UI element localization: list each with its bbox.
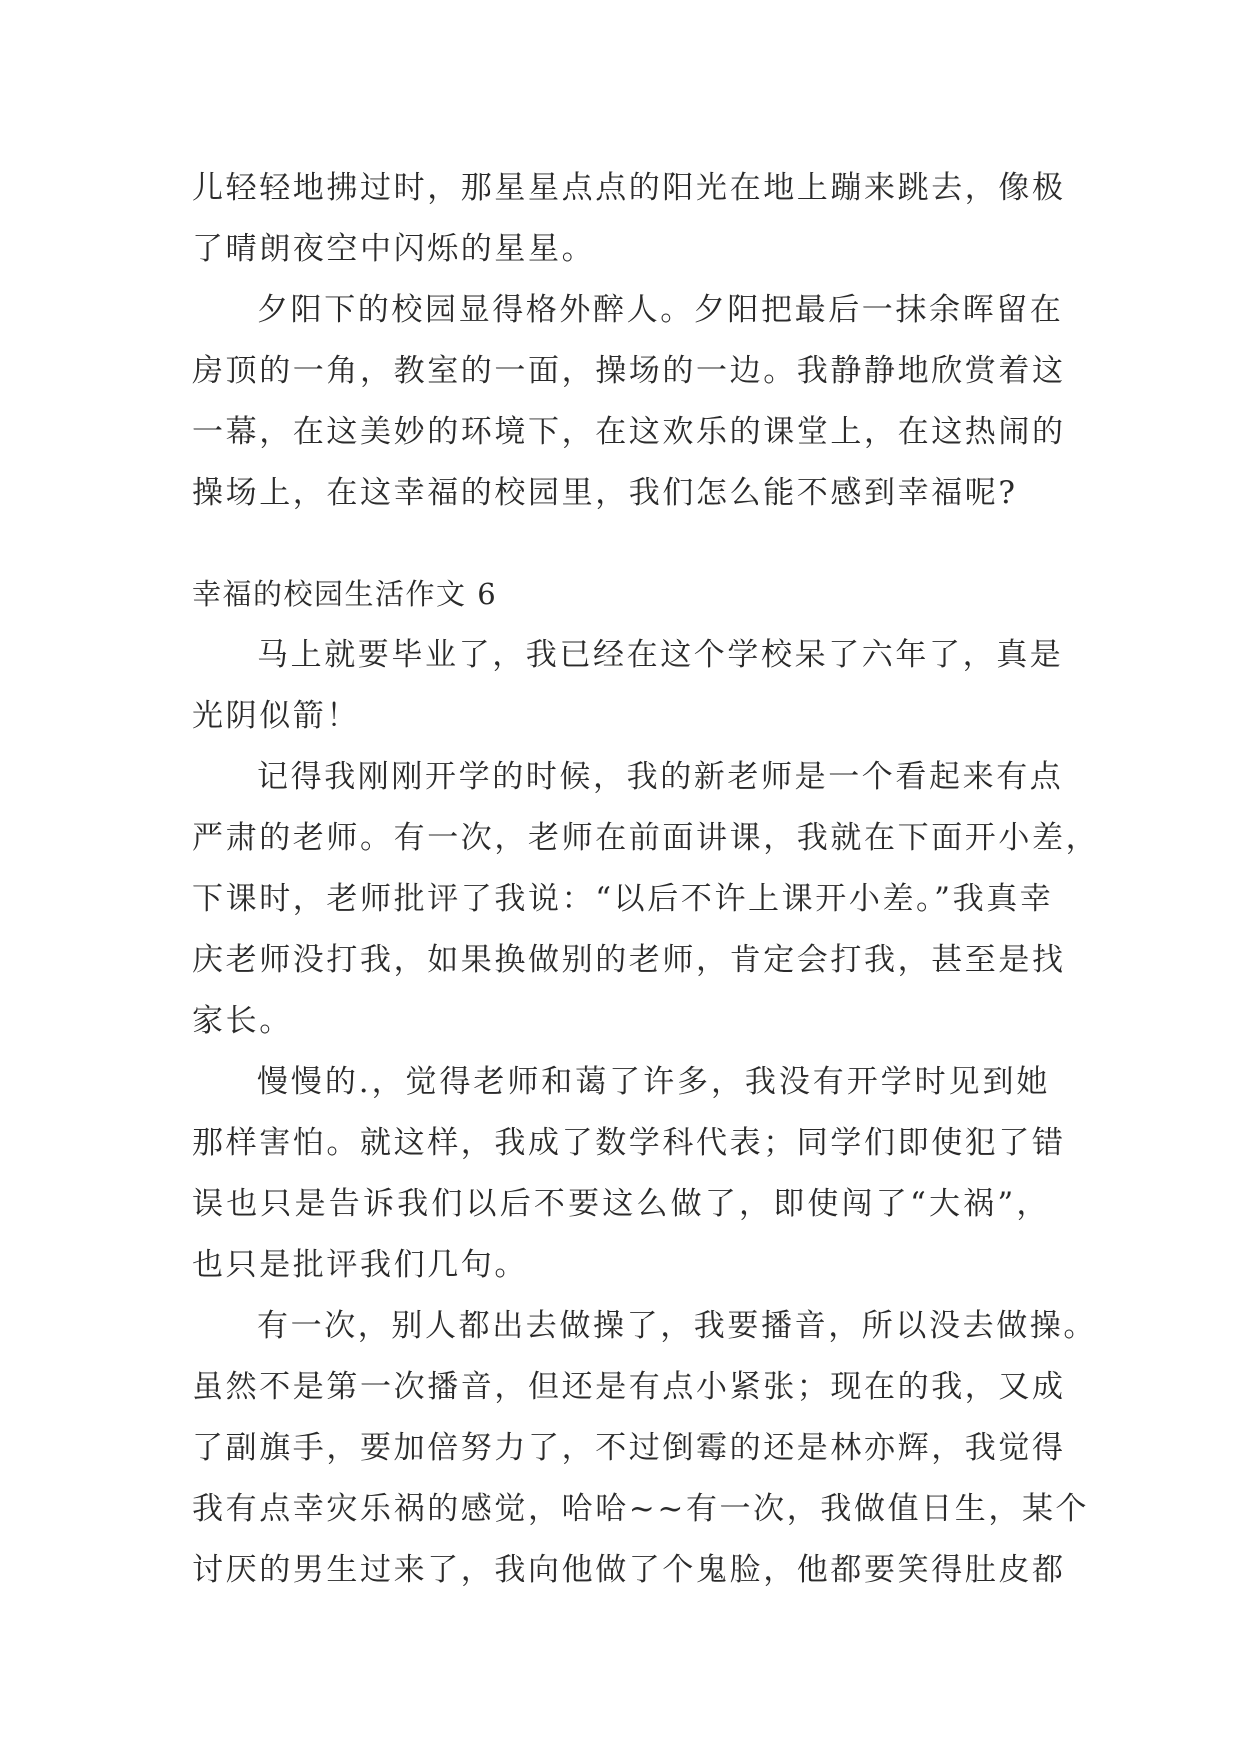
text-line: 夕阳下的校园显得格外醉人。夕阳把最后一抹余晖留在	[257, 292, 1064, 328]
text-line: 也只是批评我们几句。	[192, 1247, 528, 1283]
text-line: 家长。	[192, 1003, 293, 1039]
document-body	[192, 158, 1100, 1601]
text-line: 马上就要毕业了，我已经在这个学校呆了六年了，真是	[257, 637, 1064, 673]
text-line: 光阴似箭！	[192, 698, 360, 734]
paragraph-intro-continued	[192, 158, 1066, 280]
text-line: 房顶的一角，教室的一面，操场的一边。我静静地欣赏着这	[192, 353, 1066, 389]
text-line: 了副旗手，要加倍努力了，不过倒霉的还是林亦辉，我觉得	[192, 1430, 1066, 1466]
text-line: 虽然不是第一次播音，但还是有点小紧张；现在的我，又成	[192, 1369, 1066, 1405]
section-spacer	[192, 524, 1050, 564]
text-line: 记得我刚刚开学的时候，我的新老师是一个看起来有点	[257, 759, 1064, 795]
text-line: 慢慢的.，觉得老师和蔼了许多，我没有开学时见到她	[257, 1064, 1050, 1100]
paragraph-broadcast	[192, 1296, 1097, 1601]
text-line: 一幕，在这美妙的环境下，在这欢乐的课堂上，在这热闹的	[192, 414, 1066, 450]
text-line: 了晴朗夜空中闪烁的星星。	[192, 231, 596, 267]
text-line: 严肃的老师。有一次，老师在前面讲课，我就在下面开小差，	[192, 820, 1100, 856]
text-line: 那样害怕。就这样，我成了数学科代表；同学们即使犯了错	[192, 1125, 1066, 1161]
text-line: 操场上，在这幸福的校园里，我们怎么能不感到幸福呢?	[192, 475, 1018, 511]
text-line: 讨厌的男生过来了，我向他做了个鬼脸，他都要笑得肚皮都	[192, 1552, 1066, 1588]
paragraph-graduate	[192, 625, 1064, 747]
paragraph-gentle	[192, 1052, 1066, 1296]
text-line: 我有点幸灾乐祸的感觉，哈哈~~有一次，我做值日生，某个	[192, 1491, 1090, 1527]
section-title: 幸福的校园生活作文 6	[192, 577, 498, 611]
paragraph-memory	[192, 747, 1100, 1052]
text-line: 有一次，别人都出去做操了，我要播音，所以没去做操。	[257, 1308, 1097, 1344]
paragraph-sunset	[192, 280, 1066, 524]
text-line: 误也只是告诉我们以后不要这么做了，即使闯了“大祸”，	[192, 1186, 1050, 1222]
text-line: 庆老师没打我，如果换做别的老师，肯定会打我，甚至是找	[192, 942, 1066, 978]
text-line: 下课时，老师批评了我说：“以后不许上课开小差。”我真幸	[192, 881, 1054, 917]
text-line: 儿轻轻地拂过时，那星星点点的阳光在地上蹦来跳去，像极	[192, 170, 1066, 206]
